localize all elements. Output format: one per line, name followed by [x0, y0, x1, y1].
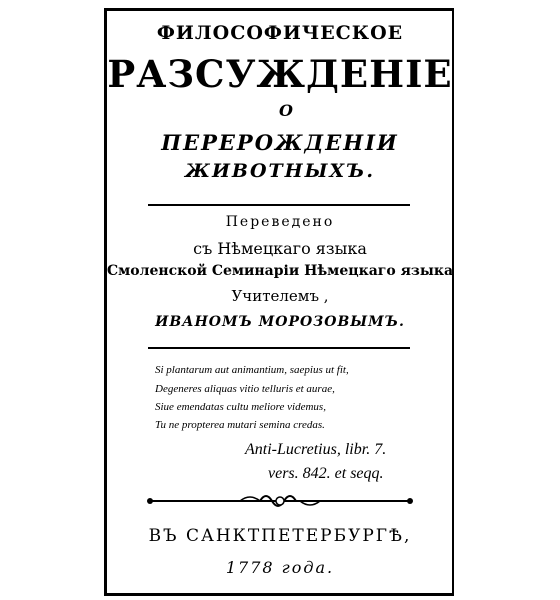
from-language: съ Нѣмецкаго языка	[193, 239, 367, 258]
imprint-year: 1778 года.	[225, 558, 335, 577]
seminary-line: Смоленской Семинарiи Нѣмецкаго языка	[106, 263, 454, 279]
title-line-3: ПЕРЕРОЖДЕНIИ	[161, 130, 399, 155]
main-title: РАЗСУЖДЕНIЕ	[107, 52, 453, 96]
citation-line-1: Anti-Lucretius, libr. 7.	[245, 441, 387, 458]
divider-rule-middle	[148, 347, 410, 349]
title-preposition: О	[279, 101, 293, 120]
epigraph-line: Siue emendatas cultu meliore videmus,	[155, 401, 326, 413]
translated-label: Переведено	[225, 214, 335, 230]
subtitle: ФИЛОСОФИЧЕСКОЕ	[156, 22, 404, 44]
epigraph-line: Degeneres aliquas vitio telluris et aurae,	[155, 383, 335, 395]
divider-rule-top	[148, 204, 410, 206]
citation-line-2: vers. 842. et seqq.	[268, 465, 384, 482]
title-line-4: ЖИВОТНЫХЪ.	[185, 160, 375, 182]
ornament-divider	[140, 486, 420, 516]
epigraph-line: Si plantarum aut animantium, saepius ut fit,	[155, 364, 349, 376]
teacher-line: Учителемъ ,	[231, 287, 329, 305]
epigraph-line: Tu ne propterea mutari semina credas.	[155, 419, 325, 431]
imprint-place: ВЪ САНКТПЕТЕРБУРГѢ,	[148, 526, 412, 546]
translator-name: ИВАНОМЪ МОРОЗОВЫМЪ.	[155, 314, 405, 330]
